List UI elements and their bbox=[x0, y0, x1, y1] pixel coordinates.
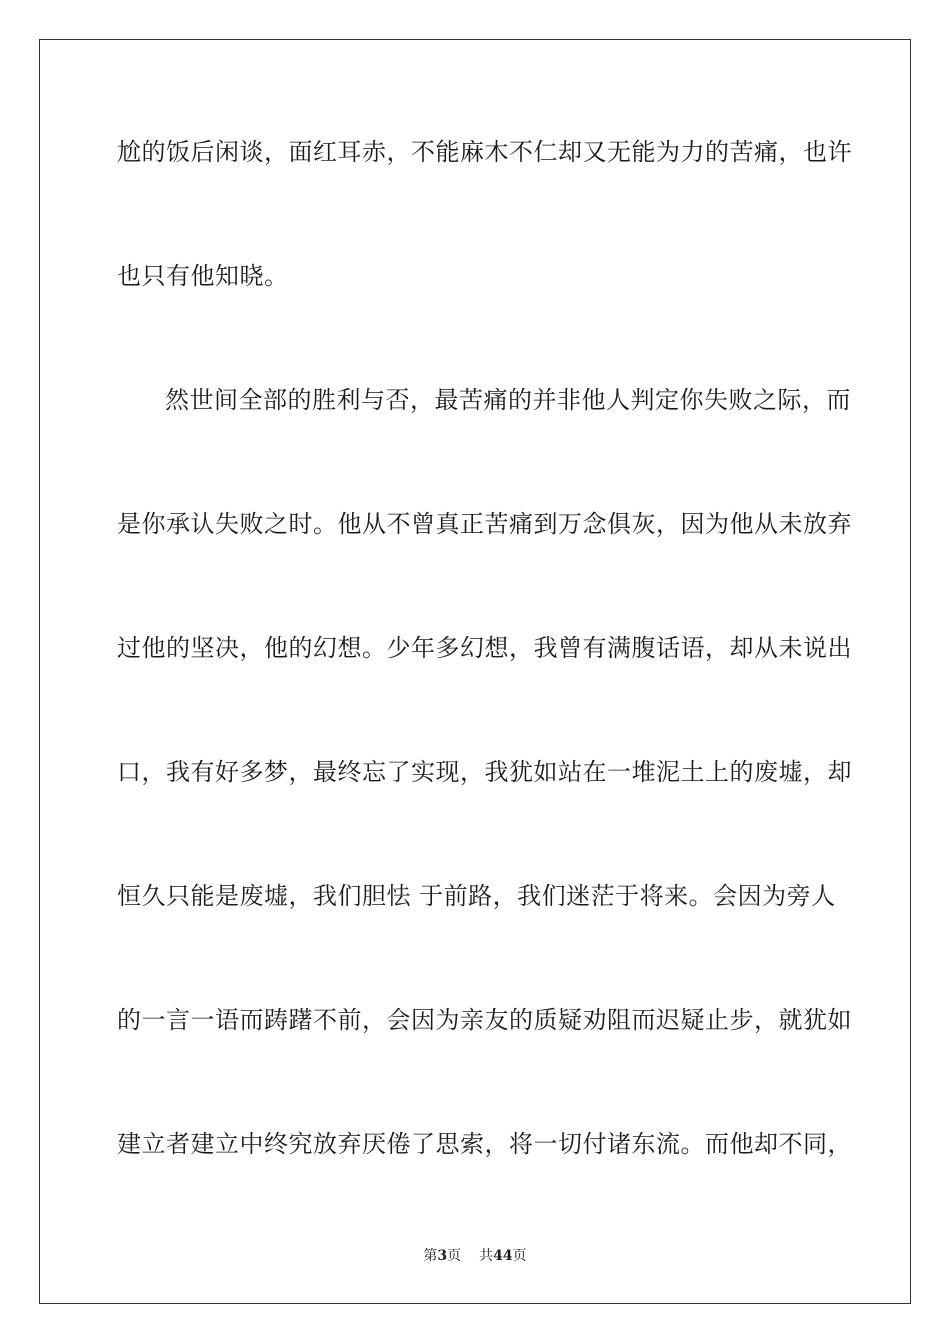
page-suffix: 页 bbox=[447, 1248, 462, 1264]
text-line: 尬的饭后闲谈，面红耳赤，不能麻木不仁却又无能为力的苦痛，也许 bbox=[117, 138, 852, 166]
text-line: 过他的坚决，他的幻想。少年多幻想，我曾有满腹话语，却从未说出 bbox=[117, 634, 852, 662]
text-line: 的一言一语而踌躇不前，会因为亲友的质疑劝阻而迟疑止步，就犹如 bbox=[117, 1006, 852, 1034]
text-line: 也只有他知晓。 bbox=[117, 262, 289, 290]
paragraph-first-line: 然世间全部的胜利与否，最苦痛的并非他人判定你失败之际，而 bbox=[165, 386, 851, 414]
text-line: 口，我有好多梦，最终忘了实现，我犹如站在一堆泥土上的废墟，却 bbox=[117, 758, 852, 786]
total-suffix: 页 bbox=[512, 1248, 527, 1264]
page-number: 3 bbox=[437, 1248, 448, 1264]
text-line: 恒久只能是废墟，我们胆怯 于前路，我们迷茫于将来。会因为旁人 bbox=[117, 882, 836, 910]
total-prefix: 共 bbox=[479, 1248, 494, 1264]
text-line: 是你承认失败之时。他从不曾真正苦痛到万念俱灰，因为他从未放弃 bbox=[117, 510, 852, 538]
page-footer bbox=[0, 1247, 950, 1265]
page-prefix: 第 bbox=[423, 1248, 438, 1264]
page-border bbox=[39, 39, 911, 1304]
total-pages: 44 bbox=[493, 1248, 513, 1264]
text-line: 建立者建立中终究放弃厌倦了思索，将一切付诸东流。而他却不同， bbox=[117, 1130, 852, 1158]
